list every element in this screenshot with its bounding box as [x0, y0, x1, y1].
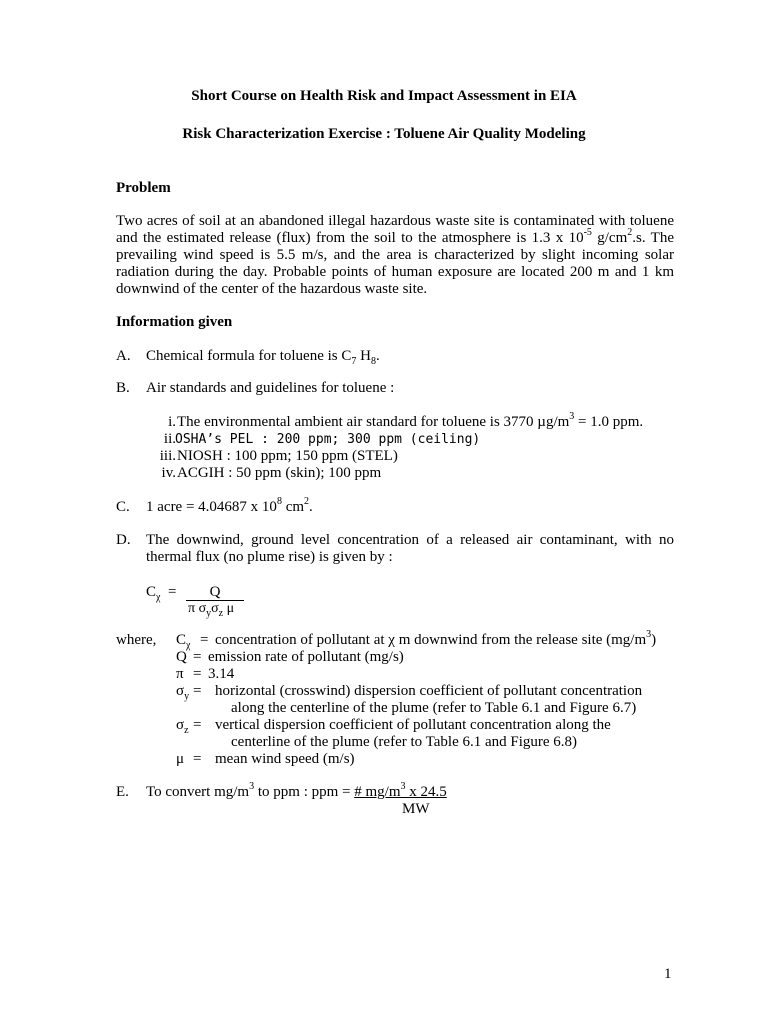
- item-e-numerator: [354, 781, 447, 800]
- item-d-text: The downwind, ground level concentration of a released air contaminant, with no thermal flux (no plume rise) is given by :: [146, 532, 674, 565]
- where-desc-sz: vertical dispersion coefficient of pollutant concentration along the: [215, 717, 611, 733]
- where-label: where,: [116, 632, 157, 648]
- where-eq-cx: =: [200, 632, 209, 648]
- info-heading: Information given: [116, 314, 233, 330]
- formula-den-sub1: y: [206, 607, 212, 619]
- formula-denominator: [188, 600, 234, 617]
- item-b-iii-num: iii.: [159, 448, 176, 464]
- item-c-sup1: 8: [276, 496, 282, 507]
- item-e-num-b: x 24.5: [405, 784, 447, 800]
- where-sym-sz: [176, 717, 189, 734]
- item-a-sub2: 8: [370, 356, 376, 367]
- where-sym-pi: π: [176, 666, 184, 682]
- item-a-text: [146, 348, 380, 365]
- where-desc-mu: mean wind speed (m/s): [215, 751, 355, 767]
- item-c-text-a: 1 acre = 4.04687 x 10: [146, 499, 277, 515]
- where-sym-sy-sub: y: [184, 691, 190, 702]
- where-desc-cx-c: ): [651, 632, 657, 648]
- problem-text-b: g/cm: [591, 230, 628, 246]
- where-eq-q: =: [193, 649, 202, 665]
- formula-equals: =: [168, 584, 177, 600]
- item-b-label: B.: [116, 380, 130, 396]
- formula-den-sub2: z: [218, 607, 224, 619]
- problem-exp-a: -5: [583, 227, 592, 238]
- where-sym-sz-base: σ: [176, 717, 185, 733]
- item-e-sup: 3: [249, 781, 255, 792]
- where-desc-cx-b: m downwind from the release site (mg/m: [394, 632, 647, 648]
- problem-paragraph: [116, 213, 674, 298]
- formula-lhs-symbol: C: [146, 584, 157, 600]
- where-eq-mu: =: [193, 751, 202, 767]
- item-b-i-num: i.: [168, 414, 176, 430]
- where-sym-cx: [176, 632, 190, 649]
- where-desc-sy: horizontal (crosswind) dispersion coefficient of pollutant concentration: [215, 683, 643, 699]
- item-e-num-a: # mg/m: [354, 784, 401, 800]
- document-title: Short Course on Health Risk and Impact Assessment in EIA: [191, 88, 577, 104]
- item-b-i-text: [177, 411, 644, 431]
- item-a-text-main: Chemical formula for toluene is C: [146, 348, 352, 364]
- problem-text-c: .s. The prevailing wind speed is 5.5 m/s, and the area is characterized by slight incoming solar radiation during the day. Probable points of human exposure are located 200 m and 1 km downwind of the center of the hazardous waste site.: [116, 230, 674, 297]
- problem-text-a: Two acres of soil at an abandoned illegal hazardous waste site is contaminated with toluene and the estimated release (flux) from the soil to the atmosphere is 1.3 x 10: [116, 213, 674, 246]
- item-e-num-sup: 3: [400, 781, 406, 792]
- item-e-label: E.: [116, 784, 129, 800]
- formula-den-b: σ: [211, 601, 219, 616]
- where-sym-cx-sub: χ: [186, 640, 191, 651]
- item-a-sub1: 7: [351, 356, 357, 367]
- item-b-iv-num: iv.: [161, 465, 176, 481]
- item-d-label: D.: [116, 532, 131, 548]
- item-a-mid: H: [356, 348, 371, 364]
- item-b-text: Air standards and guidelines for toluene :: [146, 380, 395, 396]
- item-e-text-a: To convert mg/m: [146, 784, 250, 800]
- where-desc-cx-chi: χ: [388, 632, 395, 648]
- formula-den-c: μ: [223, 601, 235, 616]
- item-c-sup2: 2: [304, 496, 310, 507]
- item-e-denominator: MW: [402, 801, 430, 817]
- where-eq-pi: =: [193, 666, 202, 682]
- where-desc-sy-cont: along the centerline of the plume (refer to Table 6.1 and Figure 6.7): [231, 700, 637, 716]
- where-sym-sy-base: σ: [176, 683, 185, 699]
- where-sym-sz-sub: z: [184, 725, 189, 736]
- where-desc-sz-cont: centerline of the plume (refer to Table 6.1 and Figure 6.8): [231, 734, 578, 750]
- where-eq-sz: =: [193, 717, 202, 733]
- where-eq-sy: =: [193, 683, 202, 699]
- item-b-i-text-b: = 1.0 ppm.: [574, 414, 644, 430]
- where-desc-q: emission rate of pollutant (mg/s): [208, 649, 404, 665]
- item-e-text: [146, 781, 447, 801]
- item-b-ii-text: OSHA’s PEL : 200 ppm; 300 ppm (ceiling): [175, 432, 481, 447]
- item-b-iv-text: ACGIH : 50 ppm (skin); 100 ppm: [177, 465, 382, 481]
- where-sym-sy: [176, 683, 189, 700]
- item-a-label: A.: [116, 348, 131, 364]
- item-b-i-text-a: The environmental ambient air standard for toluene is 3770 µg/m: [177, 414, 570, 430]
- problem-exp-b: 2: [627, 227, 633, 238]
- formula-den-a: π σ: [188, 601, 207, 616]
- where-sym-cx-base: C: [176, 632, 187, 648]
- where-desc-cx: [215, 629, 657, 649]
- where-desc-cx-sup: 3: [646, 629, 652, 640]
- where-sym-q: Q: [176, 649, 187, 665]
- formula-numerator: Q: [186, 584, 244, 601]
- item-b-ii-num: ii.: [163, 431, 176, 447]
- where-desc-pi: 3.14: [208, 666, 235, 682]
- problem-heading: Problem: [116, 180, 171, 196]
- document-subtitle: Risk Characterization Exercise : Toluene Air Quality Modeling: [182, 126, 586, 142]
- page-number: 1: [664, 966, 672, 982]
- item-b-i-sup: 3: [569, 411, 575, 422]
- item-b-iii-text: NIOSH : 100 ppm; 150 ppm (STEL): [177, 448, 398, 464]
- where-desc-cx-a: concentration of pollutant at: [215, 632, 389, 648]
- item-c-text-b: cm: [281, 499, 305, 515]
- item-c-text-c: .: [309, 499, 313, 515]
- item-e-text-b: to ppm : ppm =: [254, 784, 355, 800]
- formula-lhs-sub: χ: [156, 592, 161, 603]
- item-a-end: .: [375, 348, 380, 364]
- formula-lhs: [146, 584, 160, 601]
- item-c-label: C.: [116, 499, 130, 515]
- where-sym-mu: μ: [176, 751, 185, 767]
- item-c-text: [146, 496, 313, 516]
